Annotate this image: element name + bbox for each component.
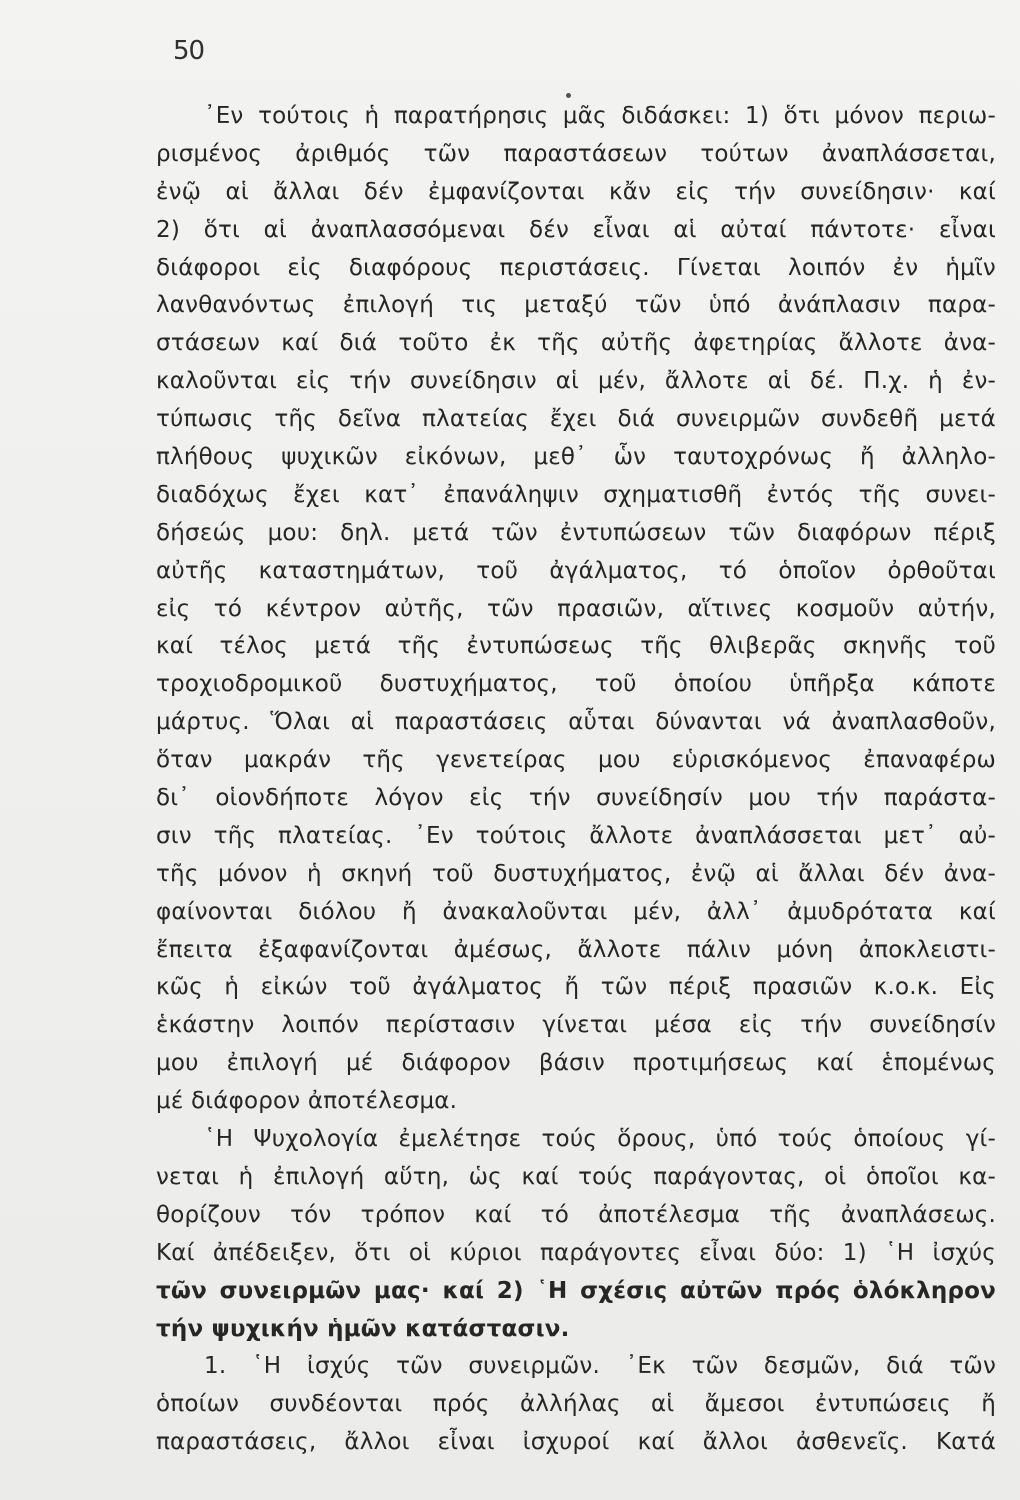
text-line: καλοῦνται εἰς τήν συνείδησιν αἱ μέν, ἄλλοτε αἱ δέ. Π.χ. ἡ ἐν- (156, 368, 996, 395)
text-line: νεται ἡ ἐπιλογή αὕτη, ὡς καί τούς παράγοντας, οἱ ὁποῖοι κα- (156, 1163, 996, 1190)
text-line: ἔπειτα ἐξαφανίζονται ἀμέσως, ἄλλοτε πάλιν μόνη ἀποκλειστι- (156, 936, 996, 963)
page-number: 50 (173, 36, 205, 66)
text-line: τύπωσις τῆς δεῖνα πλατείας ἔχει διά συνειρμῶν συνδεθῆ μετά (156, 406, 996, 433)
text-line: φαίνονται διόλου ἤ ἀνακαλοῦνται μέν, ἀλλ᾿ ἀμυδρότατα καί (156, 898, 996, 925)
text-line: πλήθους ψυχικῶν εἰκόνων, μεθ᾿ ὧν ταυτοχρόνως ἤ ἀλληλο- (156, 444, 996, 471)
text-line: δι᾿ οἱονδήποτε λόγον εἰς τήν συνείδησίν μου τήν παράστα- (156, 785, 996, 812)
text-line: ρισμένος ἀριθμός τῶν παραστάσεων τούτων ἀναπλάσσεται, (156, 140, 996, 167)
text-line: στάσεων καί διά τοῦτο ἐκ τῆς αὐτῆς ἀφετηρίας ἄλλοτε ἀνα- (156, 330, 996, 357)
text-line: αὐτῆς καταστημάτων, τοῦ ἀγάλματος, τό ὁποῖον ὀρθοῦται (156, 557, 996, 584)
text-line: ἑκάστην λοιπόν περίστασιν γίνεται μέσα εἰς τήν συνείδησίν (156, 1012, 996, 1039)
text-line: καί τέλος μετά τῆς ἐντυπώσεως τῆς θλιβερᾶς σκηνῆς τοῦ (156, 633, 996, 660)
body-text (156, 98, 996, 1462)
text-line: παραστάσεις, ἄλλοι εἶναι ἰσχυροί καί ἄλλοι ἀσθενεῖς. Κατά (156, 1429, 996, 1456)
text-line: κῶς ἡ εἰκών τοῦ ἀγάλματος ἤ τῶν πέριξ πρασιῶν κ.ο.κ. Εἰς (156, 974, 996, 1001)
text-line: διάφοροι εἰς διαφόρους περιστάσεις. Γίνεται λοιπόν ἐν ἡμῖν (156, 254, 996, 281)
text-line: διαδόχως ἔχει κατ᾿ ἐπανάληψιν σχηματισθῆ ἐντός τῆς συνει- (156, 481, 996, 508)
text-line: μέ διάφορον ἀποτέλεσμα. (156, 1088, 458, 1115)
text-line: ᾿Εν τούτοις ἡ παρατήρησις μᾶς διδάσκει: 1) ὅτι μόνον περιω- (204, 103, 996, 129)
text-line: σιν τῆς πλατείας. ᾿Εν τούτοις ἄλλοτε ἀναπλάσσεται μετ᾿ αὐ- (156, 822, 996, 849)
text-line: Καί ἀπέδειξεν, ὅτι οἱ κύριοι παράγοντες εἶναι δύο: 1) ῾Η ἰσχύς (156, 1239, 996, 1266)
text-line: 2) ὅτι αἱ ἀναπλασσόμεναι δέν εἶναι αἱ αὐταί πάντοτε· εἶναι (156, 216, 996, 243)
text-line: τῆς μόνον ἡ σκηνή τοῦ δυστυχήματος, ἐνῷ αἱ ἄλλαι δέν ἀνα- (156, 860, 996, 887)
text-line: ἐνῷ αἱ ἄλλαι δέν ἐμφανίζονται κἄν εἰς τήν συνείδησιν· καί (156, 178, 996, 205)
text-line: ὅταν μακράν τῆς γενετείρας μου εὑρισκόμενος ἐπαναφέρω (156, 747, 996, 774)
text-line: τῶν συνειρμῶν μας· καί 2) ῾Η σχέσις αὐτῶν πρός ὁλόκληρον (156, 1277, 996, 1304)
text-line: ὁποίων συνδέονται πρός ἀλλήλας αἱ ἄμεσοι ἐντυπώσεις ἤ (156, 1391, 996, 1418)
text-line: μάρτυς. Ὅλαι αἱ παραστάσεις αὗται δύνανται νά ἀναπλασθοῦν, (156, 709, 996, 736)
text-line: θορίζουν τόν τρόπον καί τό ἀποτέλεσμα τῆς ἀναπλάσεως. (156, 1201, 996, 1228)
text-line: 1. ῾Η ἰσχύς τῶν συνειρμῶν. ᾿Εκ τῶν δεσμῶν, διά τῶν (204, 1353, 996, 1380)
text-line: μου ἐπιλογή μέ διάφορον βάσιν προτιμήσεως καί ἑπομένως (156, 1050, 996, 1077)
text-line: εἰς τό κέντρον αὐτῆς, τῶν πρασιῶν, αἵτινες κοσμοῦν αὐτήν, (156, 595, 996, 622)
text-line: δήσεώς μου: δηλ. μετά τῶν ἐντυπώσεων τῶν διαφόρων πέριξ (156, 519, 996, 546)
text-line: τήν ψυχικήν ἡμῶν κατάστασιν. (156, 1315, 570, 1342)
text-line: λανθανόντως ἐπιλογή τις μεταξύ τῶν ὑπό ἀνάπλασιν παρα- (156, 292, 996, 319)
text-line: τροχιοδρομικοῦ δυστυχήματος, τοῦ ὁποίου ὑπῆρξα κάποτε (156, 671, 996, 698)
text-line: ῾Η Ψυχολογία ἐμελέτησε τούς ὅρους, ὑπό τούς ὁποίους γί- (204, 1126, 996, 1153)
